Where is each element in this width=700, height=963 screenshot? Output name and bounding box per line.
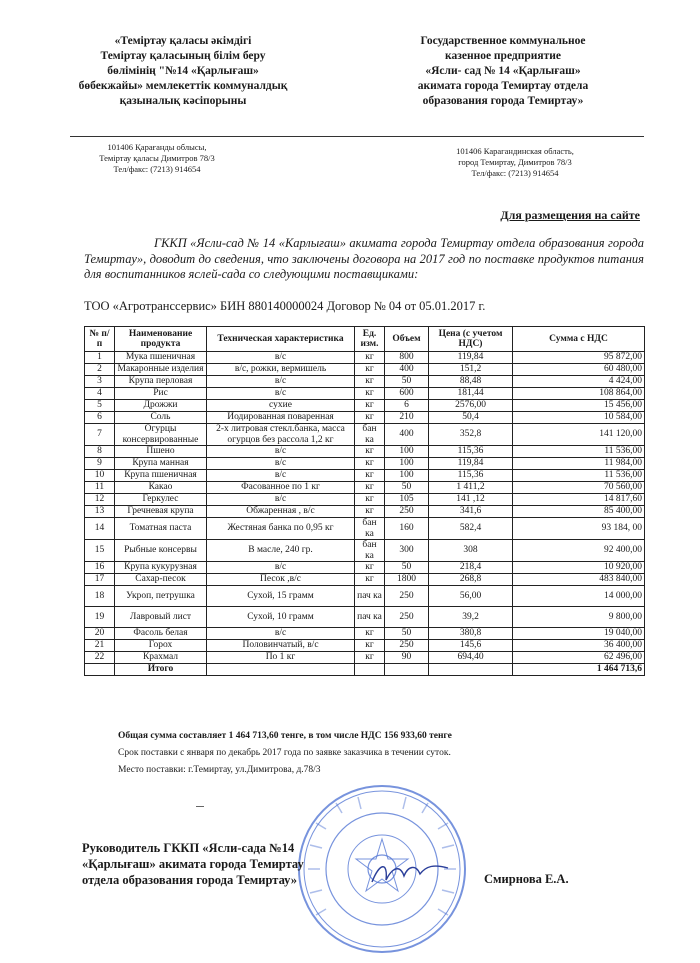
sum: 10 584,00 [513,412,645,424]
product-name: Фасоль белая [115,628,207,640]
product-spec: 2-х литровая стекл.банка, масса огурцов без рассола 1,2 кг [207,424,355,446]
table-row [85,400,645,412]
product-name: Крупа манная [115,458,207,470]
price: 119,84 [429,352,513,364]
sum: 60 480,00 [513,364,645,376]
product-name: Укроп, петрушка [115,586,207,607]
unit: кг [355,412,385,424]
row-number: 18 [85,586,115,607]
header-left-line: қазыналық кәсіпорыны [119,95,247,107]
price: 2576,00 [429,400,513,412]
row-number: 12 [85,494,115,506]
volume: 400 [385,424,429,446]
volume: 300 [385,540,429,562]
handwritten-signature [370,858,450,888]
unit: кг [355,494,385,506]
product-spec: в/с [207,446,355,458]
price: 141 ,12 [429,494,513,506]
volume: 400 [385,364,429,376]
row-number: 3 [85,376,115,388]
price: 268,8 [429,574,513,586]
volume: 100 [385,470,429,482]
product-name: Сахар-песок [115,574,207,586]
delivery-place-note: Место поставки: г.Темиртау, ул.Димитрова, д.78/3 [118,765,321,775]
header-left-line: Теміртау қаласының білім беру [100,50,266,62]
address-right [430,146,600,179]
product-name: Огурцы консервированные [115,424,207,446]
price: 50,4 [429,412,513,424]
product-spec: в/с [207,562,355,574]
col-header-unit: Ед. изм. [355,327,385,352]
sum: 11 536,00 [513,470,645,482]
volume: 90 [385,652,429,664]
sum: 4 424,00 [513,376,645,388]
volume: 250 [385,640,429,652]
product-name: Горох [115,640,207,652]
unit: кг [355,400,385,412]
product-name: Крахмал [115,652,207,664]
header-right-line: казенное предприятие [445,50,561,62]
table-total-row [85,664,645,676]
volume: 800 [385,352,429,364]
price: 88,48 [429,376,513,388]
product-spec: в/с [207,388,355,400]
product-name: Макаронные изделия [115,364,207,376]
product-name: Какао [115,482,207,494]
volume: 160 [385,518,429,540]
product-spec: Жестяная банка по 0,95 кг [207,518,355,540]
header-right-line: образования города Темиртау» [422,95,584,107]
price: 1 411,2 [429,482,513,494]
unit: кг [355,482,385,494]
product-name: Крупа пшеничная [115,470,207,482]
products-table [84,326,645,676]
table-row [85,364,645,376]
col-header-product: Наименование продукта [115,327,207,352]
row-number: 13 [85,506,115,518]
price: 56,00 [429,586,513,607]
total-label: Итого [115,664,207,676]
product-spec: Сухой, 15 грамм [207,586,355,607]
unit: кг [355,458,385,470]
unit: пач ка [355,607,385,628]
header-divider [70,136,644,137]
row-number: 6 [85,412,115,424]
product-spec: По 1 кг [207,652,355,664]
sum: 62 496,00 [513,652,645,664]
supplier-line: ТОО «Агротранссервис» БИН 880140000024 Договор № 04 от 05.01.2017 г. [84,299,486,313]
unit: кг [355,364,385,376]
unit: кг [355,574,385,586]
sum: 108 864,00 [513,388,645,400]
sum: 93 184, 00 [513,518,645,540]
col-header-price: Цена (с учетом НДС) [429,327,513,352]
header-left-line: бөбекжайы» мемлекеттік коммуналдық [78,80,288,92]
price: 341,6 [429,506,513,518]
price: 181,44 [429,388,513,400]
header-right-block [378,34,628,109]
product-spec: в/с, рожки, вермишель [207,364,355,376]
volume: 50 [385,376,429,388]
col-header-number: № п/п [85,327,115,352]
volume: 1800 [385,574,429,586]
row-number: 20 [85,628,115,640]
signer-line: «Қарлығаш» акимата города Темиртау [82,857,304,871]
table-row [85,607,645,628]
table-row [85,458,645,470]
sum: 95 872,00 [513,352,645,364]
col-header-volume: Объем [385,327,429,352]
row-number: 10 [85,470,115,482]
table-row [85,628,645,640]
address-left-line: 101406 Қарағанды облысы, [107,142,207,152]
sum: 36 400,00 [513,640,645,652]
product-spec: Иодированная поваренная [207,412,355,424]
price: 218,4 [429,562,513,574]
table-row [85,388,645,400]
address-left-line: Теміртау қаласы Димитров 78/3 [99,153,215,163]
table-row [85,412,645,424]
product-spec: в/с [207,376,355,388]
unit: кг [355,446,385,458]
unit: бан ка [355,540,385,562]
sum: 10 920,00 [513,562,645,574]
address-right-line: Тел/факс: (7213) 914654 [471,168,559,178]
header-left-block [58,34,308,109]
row-number: 11 [85,482,115,494]
row-number: 4 [85,388,115,400]
sum: 92 400,00 [513,540,645,562]
signer-line: отдела образования города Темиртау» [82,873,297,887]
price: 352,8 [429,424,513,446]
price: 151,2 [429,364,513,376]
unit: кг [355,470,385,482]
row-number: 2 [85,364,115,376]
unit: кг [355,506,385,518]
product-spec: Половинчатый, в/с [207,640,355,652]
product-name: Пшено [115,446,207,458]
row-number: 1 [85,352,115,364]
product-spec: Обжаренная , в/с [207,506,355,518]
volume: 50 [385,628,429,640]
product-name: Томатная паста [115,518,207,540]
table-row [85,424,645,446]
row-number: 15 [85,540,115,562]
product-spec: Сухой, 10 грамм [207,607,355,628]
table-row [85,562,645,574]
row-number: 8 [85,446,115,458]
price: 119,84 [429,458,513,470]
product-name: Гречневая крупа [115,506,207,518]
for-site-heading: Для размещения на сайте [500,208,640,222]
volume: 250 [385,506,429,518]
total-note: Общая сумма составляет 1 464 713,60 тенге, в том числе НДС 156 933,60 тенге [118,731,452,741]
volume: 210 [385,412,429,424]
unit: кг [355,640,385,652]
product-spec: сухие [207,400,355,412]
address-left [72,142,242,175]
product-spec: в/с [207,352,355,364]
delivery-period-note: Срок поставки с января по декабрь 2017 года по заявке заказчика в течении суток. [118,748,451,758]
price: 582,4 [429,518,513,540]
price: 308 [429,540,513,562]
volume: 100 [385,446,429,458]
row-number: 5 [85,400,115,412]
product-name: Соль [115,412,207,424]
sum: 141 120,00 [513,424,645,446]
product-spec: в/с [207,628,355,640]
table-row [85,352,645,364]
row-number: 19 [85,607,115,628]
unit: пач ка [355,586,385,607]
price: 115,36 [429,470,513,482]
address-right-line: 101406 Карагандинская область, [456,146,574,156]
unit: бан ка [355,424,385,446]
product-name: Лавровый лист [115,607,207,628]
table-row [85,652,645,664]
product-name: Мука пшеничная [115,352,207,364]
product-name: Крупа перловая [115,376,207,388]
unit: кг [355,562,385,574]
stray-mark [196,806,204,807]
header-left-line: «Теміртау қаласы әкімдігі [114,35,252,47]
table-row [85,574,645,586]
header-right-line: акимата города Темиртау отдела [417,80,589,92]
product-name: Рыбные консервы [115,540,207,562]
price: 694,40 [429,652,513,664]
table-row [85,494,645,506]
product-name: Крупа кукурузная [115,562,207,574]
header-right-line: Государственное коммунальное [420,35,586,47]
row-number: 7 [85,424,115,446]
volume: 600 [385,388,429,400]
signer-line: Руководитель ГККП «Ясли-сада №14 [82,841,295,855]
volume: 250 [385,586,429,607]
price: 115,36 [429,446,513,458]
product-name: Рис [115,388,207,400]
table-row [85,518,645,540]
price: 145,6 [429,640,513,652]
unit: кг [355,376,385,388]
col-header-sum: Сумма с НДС [513,327,645,352]
product-spec: в/с [207,458,355,470]
intro-paragraph: ГККП «Ясли-сад № 14 «Карлығаш» акимата города Темиртау отдела образования города Темиртау», доводит до сведения, что заключены договора на 2017 год по поставке продуктов питания для воспитанников яслей-сада со следующими поставщиками: [84,236,644,281]
price: 380,8 [429,628,513,640]
unit: бан ка [355,518,385,540]
row-number: 14 [85,518,115,540]
volume: 105 [385,494,429,506]
sum: 14 000,00 [513,586,645,607]
header-right-line: «Ясли- сад № 14 «Қарлығаш» [425,65,581,77]
sum: 9 800,00 [513,607,645,628]
table-header-row [85,327,645,352]
unit: кг [355,652,385,664]
sum: 14 817,60 [513,494,645,506]
sum: 19 040,00 [513,628,645,640]
product-name: Дрожжи [115,400,207,412]
table-row [85,376,645,388]
signer-name: Смирнова Е.А. [484,872,569,886]
product-spec: В масле, 240 гр. [207,540,355,562]
row-number: 17 [85,574,115,586]
table-row [85,540,645,562]
sum: 15 456,00 [513,400,645,412]
volume: 50 [385,482,429,494]
unit: кг [355,352,385,364]
unit: кг [355,388,385,400]
price: 39,2 [429,607,513,628]
table-row [85,506,645,518]
header-left-line: бөлімінің "№14 «Қарлығаш» [107,65,259,77]
sum: 70 560,00 [513,482,645,494]
address-left-line: Тел/факс: (7213) 914654 [113,164,201,174]
total-value: 1 464 713,6 [513,664,645,676]
sum: 85 400,00 [513,506,645,518]
signer-block [82,840,304,888]
product-spec: Фасованное по 1 кг [207,482,355,494]
table-row [85,482,645,494]
sum: 11 536,00 [513,446,645,458]
row-number: 16 [85,562,115,574]
product-spec: в/с [207,494,355,506]
table-row [85,470,645,482]
table-row [85,640,645,652]
volume: 6 [385,400,429,412]
volume: 50 [385,562,429,574]
unit: кг [355,628,385,640]
row-number: 22 [85,652,115,664]
product-name: Геркулес [115,494,207,506]
address-right-line: город Темиртау, Димитров 78/3 [458,157,572,167]
col-header-spec: Техническая характеристика [207,327,355,352]
row-number: 21 [85,640,115,652]
volume: 250 [385,607,429,628]
sum: 483 840,00 [513,574,645,586]
row-number: 9 [85,458,115,470]
volume: 100 [385,458,429,470]
product-spec: в/с [207,470,355,482]
table-row [85,586,645,607]
product-spec: Песок ,в/с [207,574,355,586]
sum: 11 984,00 [513,458,645,470]
table-row [85,446,645,458]
